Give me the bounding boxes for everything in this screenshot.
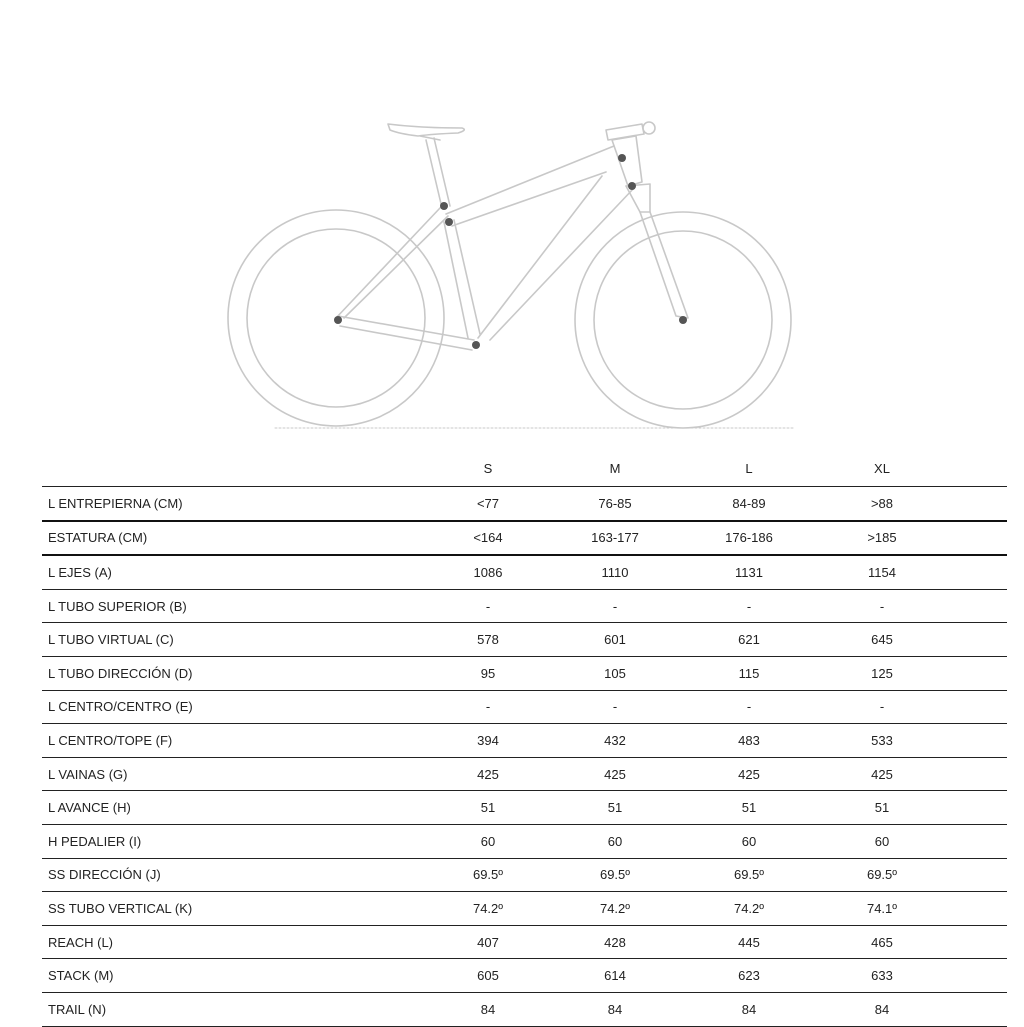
row-spacer [945, 623, 1007, 657]
cell-m: 74.2º [551, 892, 679, 926]
cell-l: 74.2º [679, 892, 819, 926]
marker-head-bottom [628, 182, 636, 190]
geometry-table-body [42, 487, 1007, 1027]
seatpost [426, 138, 450, 208]
row-spacer [945, 925, 1007, 959]
row-label: L CENTRO/CENTRO (E) [42, 690, 425, 724]
row-label: REACH (L) [42, 925, 425, 959]
table-row [42, 892, 1007, 926]
row-label: L VAINAS (G) [42, 757, 425, 791]
saddle [388, 124, 464, 136]
cell-s: 407 [425, 925, 551, 959]
row-label: STACK (M) [42, 959, 425, 993]
cell-xl: 125 [819, 656, 945, 690]
handlebar [643, 122, 655, 134]
table-row [42, 555, 1007, 589]
row-label: L TUBO DIRECCIÓN (D) [42, 656, 425, 690]
cell-l: 176-186 [679, 521, 819, 556]
cell-s: - [425, 690, 551, 724]
row-spacer [945, 892, 1007, 926]
cell-xl: - [819, 589, 945, 623]
cell-l: 51 [679, 791, 819, 825]
row-label: SS TUBO VERTICAL (K) [42, 892, 425, 926]
marker-head-top [618, 154, 626, 162]
row-label: L EJES (A) [42, 555, 425, 589]
cell-l: 623 [679, 959, 819, 993]
table-row [42, 656, 1007, 690]
cell-m: - [551, 690, 679, 724]
marker-seat-cluster-top [440, 202, 448, 210]
cell-m: 84 [551, 992, 679, 1026]
cell-l: 69.5º [679, 858, 819, 892]
cell-s: - [425, 589, 551, 623]
fork-leg [640, 212, 688, 318]
cell-s: 51 [425, 791, 551, 825]
cell-xl: 84 [819, 992, 945, 1026]
cell-m: 105 [551, 656, 679, 690]
cell-s: 394 [425, 724, 551, 758]
cell-s: 74.2º [425, 892, 551, 926]
table-row [42, 589, 1007, 623]
size-header-row [42, 450, 1007, 487]
cell-m: 601 [551, 623, 679, 657]
cell-s: 84 [425, 992, 551, 1026]
cell-m: 69.5º [551, 858, 679, 892]
row-label: ESTATURA (CM) [42, 521, 425, 556]
marker-seat-cluster [445, 218, 453, 226]
cell-s: 1086 [425, 555, 551, 589]
cell-s: 69.5º [425, 858, 551, 892]
row-label: L CENTRO/TOPE (F) [42, 724, 425, 758]
row-label: L TUBO SUPERIOR (B) [42, 589, 425, 623]
cell-m: 428 [551, 925, 679, 959]
row-label: H PEDALIER (I) [42, 824, 425, 858]
cell-m: 76-85 [551, 487, 679, 521]
row-spacer [945, 656, 1007, 690]
cell-l: 60 [679, 824, 819, 858]
cell-m: 432 [551, 724, 679, 758]
cell-xl: 645 [819, 623, 945, 657]
stem [606, 124, 644, 140]
head-tube [612, 136, 642, 186]
down-tube [478, 176, 634, 340]
cell-m: 1110 [551, 555, 679, 589]
row-label: SS DIRECCIÓN (J) [42, 858, 425, 892]
size-header-s: S [425, 450, 551, 487]
cell-m: 51 [551, 791, 679, 825]
table-row [42, 521, 1007, 556]
chainstay [338, 316, 474, 350]
cell-xl: 74.1º [819, 892, 945, 926]
cell-l: 483 [679, 724, 819, 758]
table-row [42, 824, 1007, 858]
cell-m: - [551, 589, 679, 623]
header-label-cell [42, 450, 425, 487]
table-row [42, 690, 1007, 724]
cell-m: 425 [551, 757, 679, 791]
cell-s: 605 [425, 959, 551, 993]
row-spacer [945, 521, 1007, 556]
table-row [42, 925, 1007, 959]
cell-m: 60 [551, 824, 679, 858]
row-spacer [945, 690, 1007, 724]
cell-l: 1131 [679, 555, 819, 589]
row-spacer [945, 858, 1007, 892]
marker-rear-axle [334, 316, 342, 324]
top-tube [446, 146, 614, 226]
row-spacer [945, 757, 1007, 791]
row-label: L ENTREPIERNA (CM) [42, 487, 425, 521]
table-row [42, 791, 1007, 825]
cell-xl: >88 [819, 487, 945, 521]
table-row [42, 992, 1007, 1026]
cell-xl: 1154 [819, 555, 945, 589]
cell-xl: 465 [819, 925, 945, 959]
size-header-l: L [679, 450, 819, 487]
table-row [42, 858, 1007, 892]
size-header-xl: XL [819, 450, 945, 487]
header-spacer [945, 450, 1007, 487]
row-spacer [945, 824, 1007, 858]
cell-s: 60 [425, 824, 551, 858]
cell-s: 95 [425, 656, 551, 690]
row-label: L AVANCE (H) [42, 791, 425, 825]
cell-l: 115 [679, 656, 819, 690]
cell-s: <164 [425, 521, 551, 556]
cell-l: 84-89 [679, 487, 819, 521]
cell-xl: >185 [819, 521, 945, 556]
row-label: TRAIL (N) [42, 992, 425, 1026]
row-label: L TUBO VIRTUAL (C) [42, 623, 425, 657]
bike-geometry-illustration [0, 0, 1024, 440]
size-header-m: M [551, 450, 679, 487]
cell-l: 621 [679, 623, 819, 657]
marker-bottom-bracket [472, 341, 480, 349]
cell-l: 84 [679, 992, 819, 1026]
row-spacer [945, 589, 1007, 623]
geometry-table [42, 450, 1007, 1027]
cell-xl: 69.5º [819, 858, 945, 892]
row-spacer [945, 724, 1007, 758]
table-row [42, 487, 1007, 521]
cell-s: 425 [425, 757, 551, 791]
table-row [42, 724, 1007, 758]
cell-l: - [679, 690, 819, 724]
table-row [42, 959, 1007, 993]
cell-xl: 533 [819, 724, 945, 758]
cell-xl: 633 [819, 959, 945, 993]
cell-xl: - [819, 690, 945, 724]
row-spacer [945, 791, 1007, 825]
cell-xl: 425 [819, 757, 945, 791]
cell-xl: 51 [819, 791, 945, 825]
cell-m: 614 [551, 959, 679, 993]
cell-s: <77 [425, 487, 551, 521]
table-row [42, 623, 1007, 657]
row-spacer [945, 487, 1007, 521]
seatstay [336, 208, 448, 318]
table-row [42, 757, 1007, 791]
row-spacer [945, 959, 1007, 993]
cell-xl: 60 [819, 824, 945, 858]
cell-l: - [679, 589, 819, 623]
row-spacer [945, 992, 1007, 1026]
cell-l: 445 [679, 925, 819, 959]
marker-front-axle [679, 316, 687, 324]
row-spacer [945, 555, 1007, 589]
cell-l: 425 [679, 757, 819, 791]
cell-m: 163-177 [551, 521, 679, 556]
seat-tube [444, 220, 480, 338]
cell-s: 578 [425, 623, 551, 657]
